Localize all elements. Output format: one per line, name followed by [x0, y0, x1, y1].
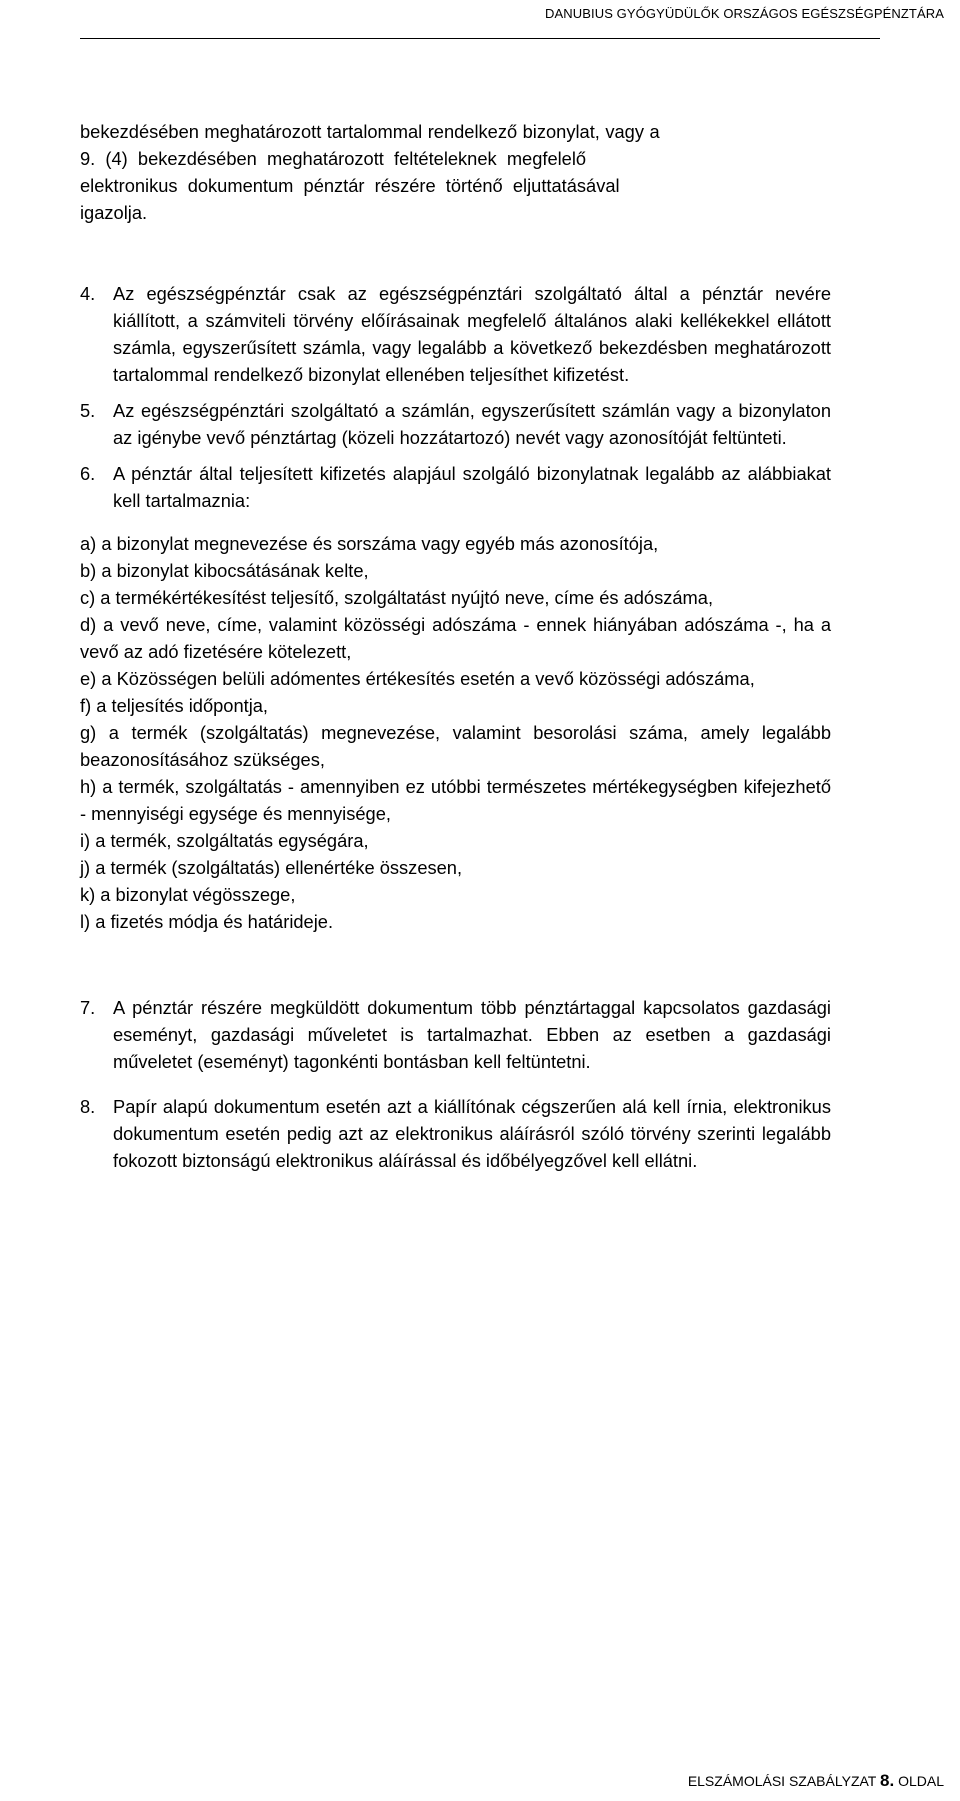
paragraph-number: 8.: [80, 1096, 96, 1117]
paragraph-number: 7.: [80, 997, 96, 1018]
list-item: i) a termék, szolgáltatás egységára,: [80, 830, 369, 851]
content-list: [80, 530, 831, 935]
list-item: f) a teljesítés időpontja,: [80, 695, 268, 716]
list-item: e) a Közösségen belüli adómentes értékesítés esetén a vevő közösségi adószáma,: [80, 668, 755, 689]
continuation-line: elektronikus dokumentum pénztár részére történő eljuttatásával: [80, 175, 620, 196]
list-item: g) a termék (szolgáltatás) megnevezése, valamint besorolási száma, amely legalább beazonosításához szükséges,: [80, 722, 831, 770]
paragraph-4: [80, 280, 831, 388]
footer-label: ELSZÁMOLÁSI SZABÁLYZAT: [687, 1773, 877, 1789]
paragraph-text: Papír alapú dokumentum esetén azt a kiállítónak cégszerűen alá kell írnia, elektronikus dokumentum esetén pedig azt az elektronikus aláírásról szóló törvény szerinti legalább fokozott biztonságú elektronikus aláírással és időbélyegzővel kell ellátni.: [113, 1096, 831, 1171]
list-item: c) a termékértékesítést teljesítő, szolgáltatást nyújtó neve, címe és adószáma,: [80, 587, 714, 608]
continuation-line: igazolja.: [80, 202, 148, 223]
page-footer: [688, 1771, 944, 1791]
list-item: d) a vevő neve, címe, valamint közösségi adószáma - ennek hiányában adószáma -, ha a vevő az adó fizetésére kötelezett,: [80, 614, 831, 662]
continuation-line: 9. (4) bekezdésében meghatározott feltételeknek megfelelő: [80, 148, 587, 169]
page-header: DANUBIUS GYÓGYÜDÜLŐK ORSZÁGOS EGÉSZSÉGPÉNZTÁRA: [544, 6, 944, 21]
footer-suffix: OLDAL: [898, 1773, 944, 1789]
list-item: a) a bizonylat megnevezése és sorszáma vagy egyéb más azonosítója,: [80, 533, 659, 554]
paragraph-6: [80, 460, 831, 514]
paragraph-text: Az egészségpénztári szolgáltató a számlán, egyszerűsített számlán vagy a bizonylaton az igénybe vevő pénztártag (közeli hozzátartozó) nevét vagy azonosítóját feltünteti.: [113, 400, 831, 448]
document-body: [80, 118, 831, 1174]
list-item: k) a bizonylat végösszege,: [80, 884, 296, 905]
paragraph-text: A pénztár részére megküldött dokumentum több pénztártaggal kapcsolatos gazdasági eseményt, gazdasági műveletet is tartalmazhat. Ebben az esetben a gazdasági műveletet (eseményt) tagonkénti bontásban kell feltüntetni.: [113, 997, 831, 1072]
list-item: h) a termék, szolgáltatás - amennyiben ez utóbbi természetes mértékegységben kifejezhető - mennyiségi egysége és mennyisége,: [80, 776, 831, 824]
header-divider: [80, 38, 880, 39]
continuation-paragraph: [80, 118, 831, 226]
paragraph-5: [80, 397, 831, 451]
list-item: b) a bizonylat kibocsátásának kelte,: [80, 560, 369, 581]
list-item: l) a fizetés módja és határideje.: [80, 911, 334, 932]
list-item: j) a termék (szolgáltatás) ellenértéke összesen,: [80, 857, 463, 878]
paragraph-number: 5.: [80, 400, 96, 421]
paragraph-7: [80, 994, 831, 1075]
paragraph-number: 4.: [80, 283, 96, 304]
continuation-line: bekezdésében meghatározott tartalommal rendelkező bizonylat, vagy a: [80, 121, 660, 142]
paragraph-8: [80, 1093, 831, 1174]
paragraph-text: Az egészségpénztár csak az egészségpénztári szolgáltató által a pénztár nevére kiállított, a számviteli törvény előírásainak megfelelő általános alaki kellékekkel ellátott számla, egyszerűsített számla, vagy legalább a következő bekezdésben meghatározott tartalommal rendelkező bizonylat ellenében teljesíthet kifizetést.: [113, 283, 831, 385]
page-number: 8.: [880, 1771, 895, 1790]
paragraph-number: 6.: [80, 463, 96, 484]
paragraph-text: A pénztár által teljesített kifizetés alapjául szolgáló bizonylatnak legalább az alábbiakat kell tartalmaznia:: [113, 463, 831, 511]
